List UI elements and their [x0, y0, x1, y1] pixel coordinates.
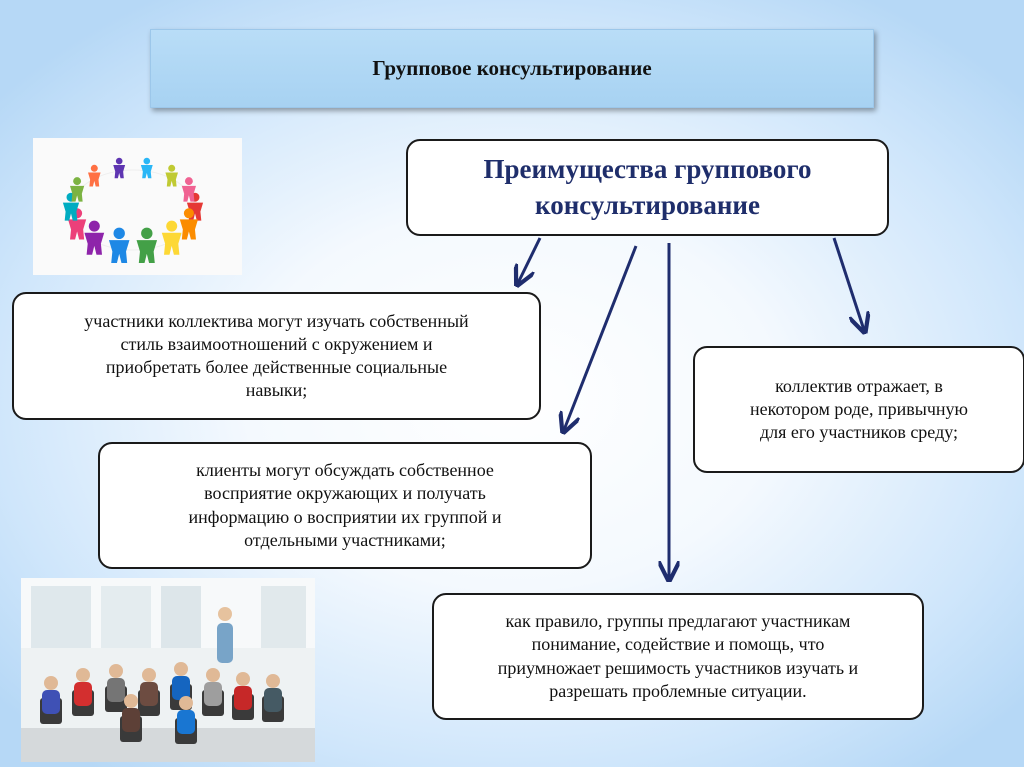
- advantage-text-1: участники коллектива могут изучать собственный стиль взаимоотношений с окружением и приобретать более действенные социальные навыки;: [84, 310, 469, 401]
- advantage-text-2: клиенты могут обсуждать собственное восприятие окружающих и получать информацию о восприятии их группой и отдельными участниками;: [188, 460, 502, 550]
- advantage-text-4: как правило, группы предлагают участникам понимание, содействие и помощь, что приумножает решимость участников изучать и разрешать проблемные ситуации.: [497, 611, 859, 701]
- slide-title: Групповое консультирование: [372, 56, 652, 80]
- arrow-to-point-3: [834, 238, 864, 330]
- advantage-text-3: коллектив отражает, в некотором роде, привычную для его участников среду;: [749, 375, 968, 443]
- arrow-to-point-1: [518, 238, 540, 283]
- advantages-heading: Преимущества группового консультирование: [483, 154, 812, 220]
- arrow-to-point-2: [564, 246, 636, 430]
